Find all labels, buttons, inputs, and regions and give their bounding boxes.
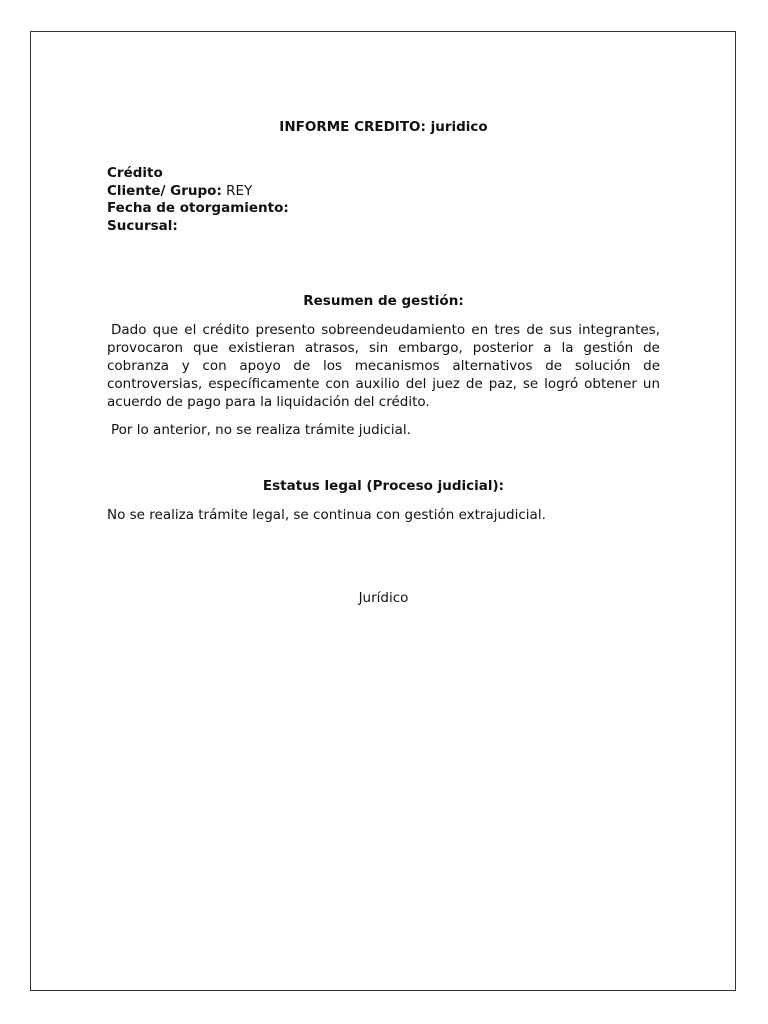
- legal-status-heading: Estatus legal (Proceso judicial):: [262, 478, 505, 494]
- legal-status-paragraph: No se realiza trámite legal, se continua con gestión extrajudicial.: [107, 507, 546, 523]
- summary-heading: Resumen de gestión:: [303, 293, 464, 309]
- credit-fields: [107, 165, 660, 235]
- signature: Jurídico: [358, 590, 409, 606]
- field-sucursal: [107, 218, 660, 236]
- document-page: [30, 31, 736, 991]
- document-title: INFORME CREDITO: juridico: [279, 119, 488, 135]
- field-fecha-otorgamiento-label: Fecha de otorgamiento:: [107, 200, 289, 216]
- summary-paragraph-2: Por lo anterior, no se realiza trámite judicial.: [111, 422, 411, 438]
- field-cliente-grupo-value: REY: [226, 182, 253, 199]
- field-cliente-grupo: [107, 183, 660, 201]
- field-fecha-otorgamiento: [107, 200, 660, 218]
- summary-paragraph-1: Dado que el crédito presento sobreendeudamiento en tres de sus integrantes, provocaron que existieran atrasos, sin embargo, posterior a la gestión de cobranza y con apoyo de los mecanismos alternativos de solución de controversias, específicamente con auxilio del juez de paz, se logró obtener un acuerdo de pago para la liquidación del crédito.: [107, 322, 660, 410]
- field-credito: [107, 165, 660, 183]
- field-sucursal-label: Sucursal:: [107, 217, 178, 234]
- field-credito-label: Crédito: [107, 165, 163, 181]
- field-cliente-grupo-label: Cliente/ Grupo:: [107, 182, 222, 199]
